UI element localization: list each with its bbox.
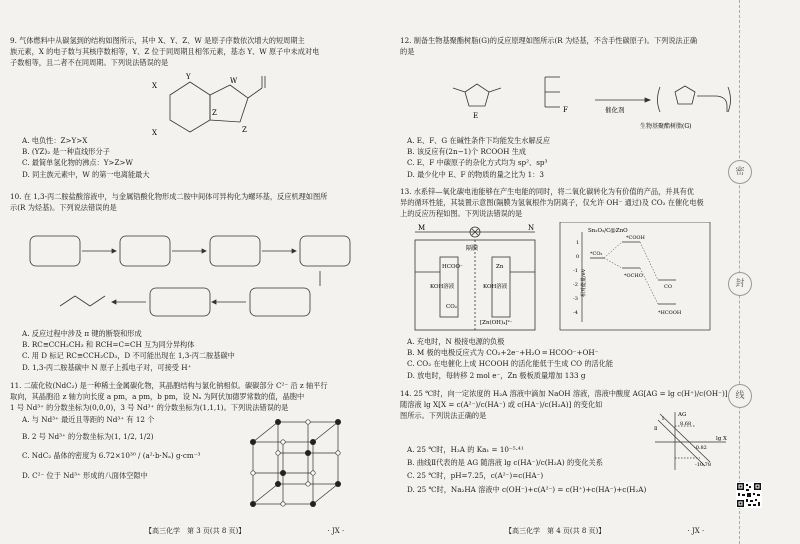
q14-axis-ag: AG xyxy=(678,412,687,418)
q14-option-d: D. 25 ℃时，Na₂HA 溶液中 c(OH⁻)+c(A²⁻) = c(H⁺)+c(HA⁻)+c(H₂A) xyxy=(407,484,647,494)
q9-fig-label: Z xyxy=(212,109,217,117)
left-page xyxy=(0,0,395,544)
q12-label-e: E xyxy=(473,112,479,120)
q13-tick: -1 xyxy=(573,268,578,274)
q9-structure-figure xyxy=(150,70,280,150)
question-13 xyxy=(400,186,730,220)
q9-option-c: C. 最简单氢化物的沸点：Y>Z>W xyxy=(22,158,133,168)
q13-label-zn: Zn xyxy=(496,264,504,270)
q13-tick: 0 xyxy=(576,254,580,260)
q14-axis-lgx: lg X xyxy=(716,436,727,442)
q14-line: 随溶液 lg X[X = c(A²⁻)/c(HA⁻) 或 c(HA⁻)/c(H₂A)] 的变化如 xyxy=(400,400,603,410)
q14-value-2: -0.82 xyxy=(694,445,707,451)
q13-option-b: B. M 极的电极反应式为 CO₂+2e⁻+H₂O ═ HCOO⁻+OH⁻ xyxy=(407,348,599,358)
q12-options xyxy=(407,135,550,180)
q12-line: 12. 制备生物基聚酯树脂(G)的反应原理如图所示(R 为烃基，不含手性碳原子)。下列说法正确 xyxy=(400,36,698,45)
q14-options xyxy=(407,444,647,495)
q12-caption: 生物基聚酯树脂(G) xyxy=(640,123,692,130)
q11-crystal-cell-figure xyxy=(238,412,368,512)
q13-label-co2: CO₂ xyxy=(446,304,457,310)
q10-mechanism-figure xyxy=(20,216,380,326)
q12-option-a: A. E、F、G 在碱性条件下均能发生水解反应 xyxy=(407,136,551,145)
q13-option-a: A. 充电时，N 极接电源的负极 xyxy=(407,337,505,346)
q9-option-a: A. 电负性：Z>Y>X xyxy=(22,136,88,145)
q13-line: 异的循环性能，其装置示意图(隔膜为氢氧根作为阴离子，仅允许 OH⁻ 通过)及 CO₂ 在催化电极 xyxy=(400,198,704,208)
q12-arrow-label: 催化剂 xyxy=(605,106,625,114)
left-footer-code: · JX · xyxy=(327,527,345,535)
q13-label-m: M xyxy=(418,224,426,232)
q11-option-c: C. NdC₂ 晶体的密度为 6.72×10³⁰ / (a²·b·Nₐ) g·cm⁻³ xyxy=(22,451,201,461)
q13-option-d: D. 放电时，每转移 2 mol e⁻，Zn 极板质量增加 133 g xyxy=(407,370,586,380)
q9-fig-label: X xyxy=(152,129,157,137)
qr-code xyxy=(736,482,762,508)
q13-energy-co2: *CO₂ xyxy=(590,251,603,257)
q14-option-c: C. 25 ℃时，pH=7.25，c(A²⁻)=c(HA⁻) xyxy=(407,471,544,481)
q13-energy-cooh: *COOH xyxy=(626,235,645,241)
q13-label-znoh: [Zn(OH)₄]²⁻ xyxy=(480,320,513,326)
q14-option-b: B. 曲线Ⅱ代表的是 AG 随溶液 lg c(HA⁻)/c(H₂A) 的变化关系 xyxy=(407,458,603,468)
q9-fig-label: Y xyxy=(186,73,191,81)
q9-fig-label: X xyxy=(152,82,157,90)
q13-option-c: C. CO₂ 在电催化上成 HCOOH 的活化能低于生成 CO 的活化能 xyxy=(407,359,614,369)
q13-label-hcoo: HCOO⁻ xyxy=(442,264,463,270)
q9-line: 子数相等，且二者不在同周期。下列说法错误的是 xyxy=(10,58,169,68)
q14-value-1: 8.68 xyxy=(680,421,692,427)
q10-option-d: D. 1,3-丙二胺基碳中 N 原子上孤电子对，可接受 H⁺ xyxy=(22,362,192,372)
q9-line: 9. 气体燃料中从碳氢到的结构如图所示，其中 X、Y、Z、W 是原子序数依次增大的短周期主 xyxy=(10,36,305,45)
q13-energy-title: Sn₂O₃/C@ZnO xyxy=(588,228,628,234)
q9-option-b: B. (YZ)₂ 是一种直线形分子 xyxy=(22,147,110,157)
q10-line: 10. 在 1,3-丙二胺盐酸溶液中，与金属锆酸化物形成二胺中间体可异构化为螺环基，反应机理如图所 xyxy=(10,192,328,201)
q13-tick: -3 xyxy=(573,296,578,302)
q10-line: 示(R 为烃基)。下列说法错误的是 xyxy=(10,203,117,213)
seal-mark: 密 xyxy=(728,160,752,184)
q13-label-koh-right: KOH溶液 xyxy=(483,284,508,290)
q13-energy-co: CO xyxy=(664,284,672,290)
q13-options xyxy=(407,336,613,381)
q12-label-f: F xyxy=(563,106,568,114)
q10-option-a: A. 反应过程中涉及 π 键的断裂和形成 xyxy=(22,329,142,338)
q11-line: 1 号 Nd³⁺ 的分数坐标为(0,0,0)，3 号 Nd³⁺ 的分数坐标为(1,1,1)。下列说法错误的是 xyxy=(10,403,289,413)
q11-line: 11. 二硫化钕(NdC₂) 是一种稀土金属碳化物，其晶胞结构与氯化钠相似。碳碳部分 C²⁻ 沿 z 轴平行 xyxy=(10,381,328,390)
left-footer-page: 【高三化学 第 3 页(共 8 页)】 xyxy=(145,527,246,535)
right-footer-code: · JX · xyxy=(687,527,705,535)
q13-energy-ylabel: 相对能量/eV xyxy=(581,268,587,297)
q13-label-n: N xyxy=(528,224,535,232)
left-footer xyxy=(145,526,344,536)
right-footer xyxy=(505,526,704,536)
q13-energy-hcooh: *HCOOH xyxy=(658,310,682,316)
q9-option-d: D. 同主族元素中，W 的第一电离能最大 xyxy=(22,169,150,179)
q13-label-koh-left: KOH溶液 xyxy=(430,284,455,290)
question-12 xyxy=(400,35,730,57)
q14-value-3: -10.78 xyxy=(695,462,712,468)
q12-reaction-figure xyxy=(435,62,735,132)
q9-options xyxy=(22,135,150,180)
q13-line: 上的反应历程如图。下列说法错误的是 xyxy=(400,209,523,219)
q9-fig-label: Z xyxy=(242,126,247,134)
q11-line: 取向，其晶胞沿 z 轴方向长度 a pm，a pm，b pm，设 Nₐ 为阿伏加德罗常数的值，晶胞中 xyxy=(10,392,305,402)
q14-curve-2: Ⅱ xyxy=(654,426,658,432)
q10-option-b: B. RC≡CCH₂CH₃ 和 RCH=C=CH 互为同分异构体 xyxy=(22,340,195,350)
question-10 xyxy=(10,191,390,213)
q13-cell-figure xyxy=(410,222,730,332)
q13-tick: -2 xyxy=(573,282,578,288)
q14-graph-figure xyxy=(650,408,730,474)
q12-option-d: D. 最少化中 E、F 的物质的量之比为 1：3 xyxy=(407,169,544,179)
q14-line: 14. 25 ℃时，向一定浓度的 H₂A 溶液中滴加 NaOH 溶液，溶液中酸度 AG[AG = lg c(H⁺)/c(OH⁻)] xyxy=(400,389,728,398)
q14-line: 图所示。下列说法正确的是 xyxy=(400,411,487,421)
q13-energy-ocho: *OCHO xyxy=(624,273,643,279)
q13-tick: -4 xyxy=(573,310,578,316)
q10-options xyxy=(22,328,235,373)
right-footer-page: 【高三化学 第 4 页(共 8 页)】 xyxy=(505,527,606,535)
q11-option-b: B. 2 号 Nd³⁺ 的分数坐标为(1, 1/2, 1/2) xyxy=(22,432,154,442)
question-11 xyxy=(10,380,390,414)
q9-fig-label: W xyxy=(230,77,238,85)
question-9 xyxy=(10,35,390,69)
q11-options xyxy=(22,414,252,481)
q13-tick: 1 xyxy=(576,240,580,246)
q11-option-a: A. 与 Nd³⁺ 最近且等距的 Nd³⁺ 有 12 个 xyxy=(22,415,155,424)
seal-mark: 线 xyxy=(728,384,752,408)
q9-line: 族元素，X 的电子数与其核序数相等，Y、Z 位于同周期且相邻元素，基态 Y、W 原子中未成对电 xyxy=(10,47,320,57)
q11-option-d: D. C²⁻ 位于 Nd³⁺ 形成的八面体空隙中 xyxy=(22,470,148,480)
seal-mark: 封 xyxy=(728,272,752,296)
q12-option-c: C. E、F 中碳原子的杂化方式均为 sp²、sp³ xyxy=(407,158,548,168)
q12-line: 的是 xyxy=(400,47,415,57)
q13-label-membrane: 隔膜 xyxy=(466,245,479,252)
q14-curve-1: Ⅰ xyxy=(662,416,664,422)
q10-option-c: C. 用 D 标记 RC≡CCH₂CD₃，D 不可能出现在 1,3-丙二胺基碳中 xyxy=(22,351,235,361)
q14-option-a: A. 25 ℃时，H₂A 的 Ka₁ = 10⁻⁵·⁴¹ xyxy=(407,445,524,454)
q12-option-b: B. 该反应有(2n−1)个 RCOOH 生成 xyxy=(407,147,527,157)
q13-line: 13. 水系锌—氧化碳电池能够在产生电能的同时，将二氧化碳转化为有价值的产品，并具有优 xyxy=(400,187,695,196)
